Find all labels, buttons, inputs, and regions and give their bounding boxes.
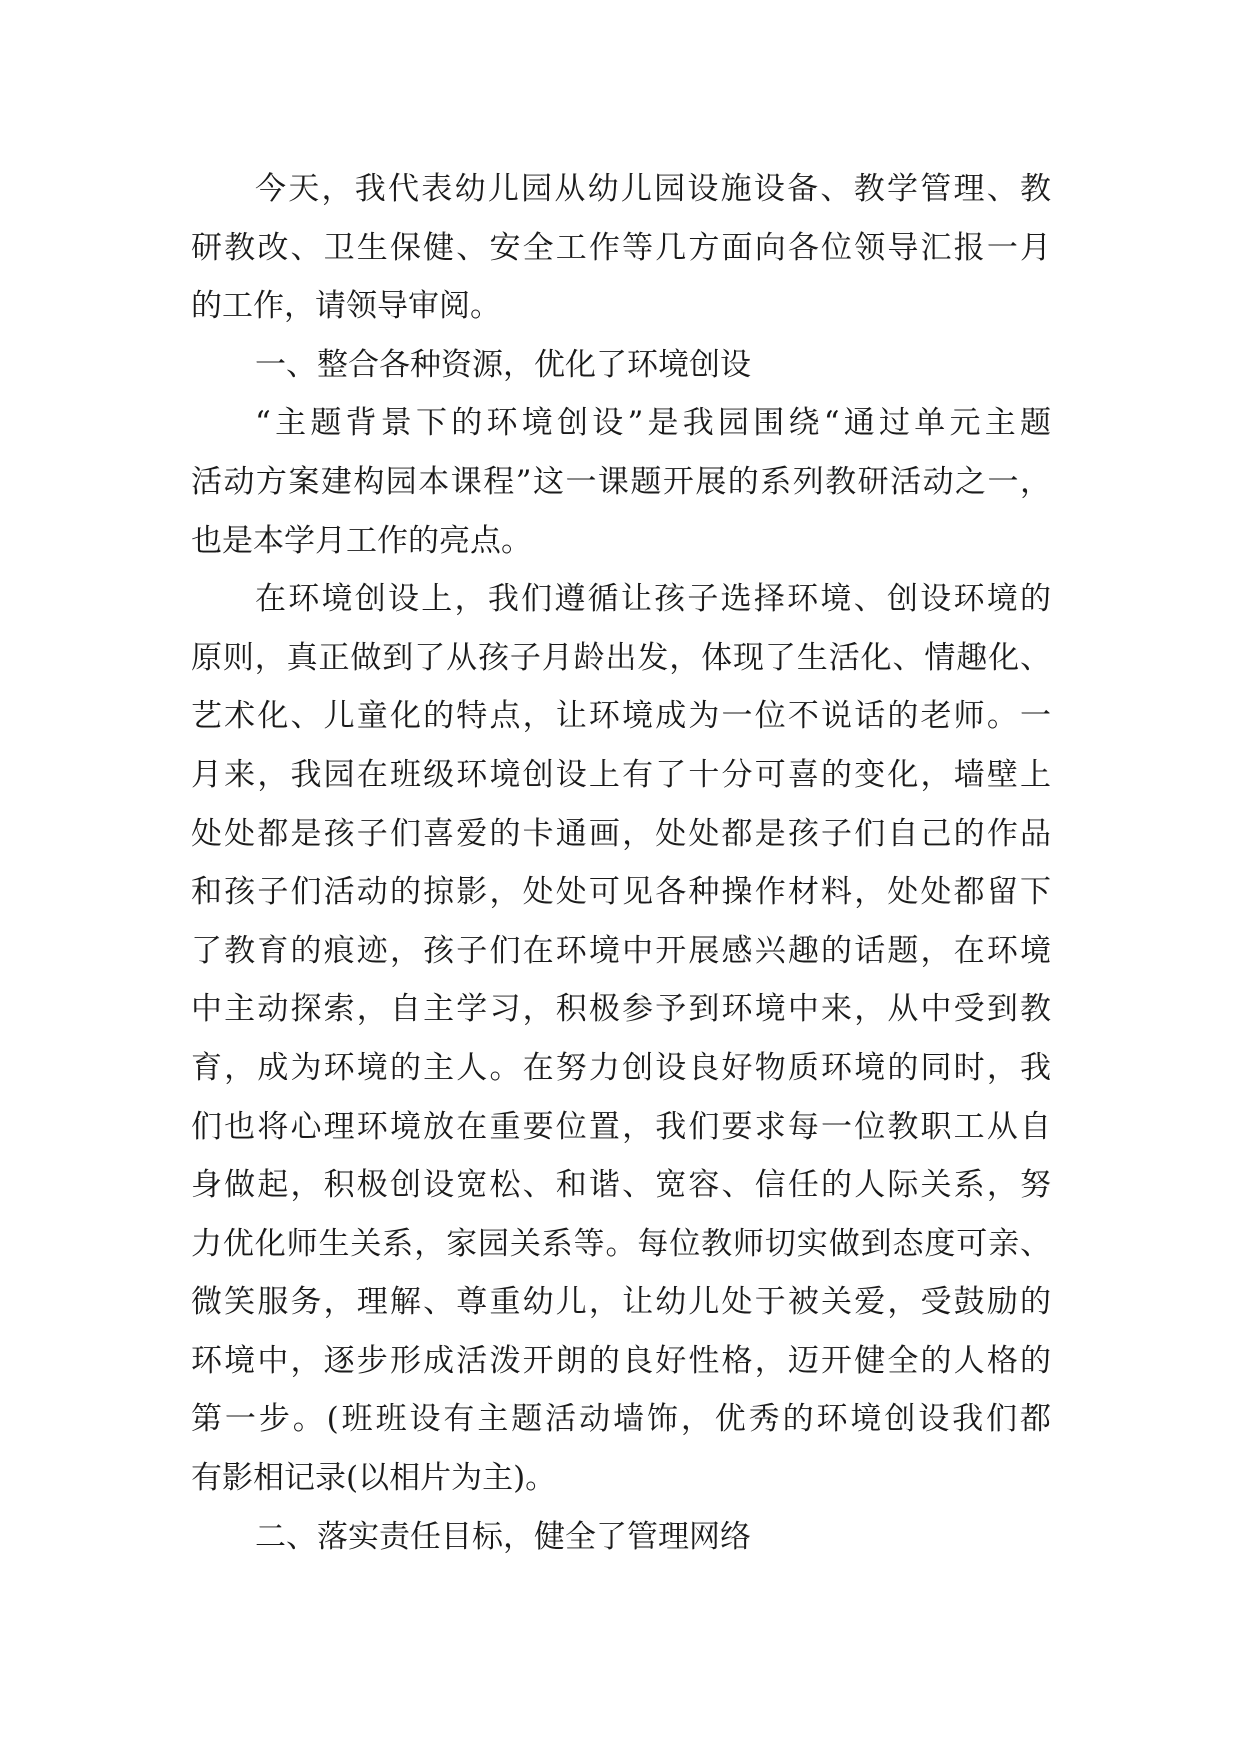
paragraph-environment-line-4: 月来，我园在班级环境创设上有了十分可喜的变化，墙壁上 bbox=[191, 756, 1051, 793]
paragraph-intro-line-2: 研教改、卫生保健、安全工作等几方面向各位领导汇报一月 bbox=[191, 229, 1051, 266]
paragraph-environment-line-5: 处处都是孩子们喜爱的卡通画，处处都是孩子们自己的作品 bbox=[191, 815, 1051, 852]
paragraph-environment-line-15: 第一步。(班班设有主题活动墙饰，优秀的环境创设我们都 bbox=[191, 1401, 1051, 1438]
paragraph-environment-line-6: 和孩子们活动的掠影，处处可见各种操作材料，处处都留下 bbox=[191, 874, 1051, 911]
paragraph-environment-line-3: 艺术化、儿童化的特点，让环境成为一位不说话的老师。一 bbox=[191, 698, 1051, 735]
paragraph-intro-line-3: 的工作，请领导审阅。 bbox=[191, 288, 501, 325]
paragraph-environment-line-11: 身做起，积极创设宽松、和谐、宽容、信任的人际关系，努 bbox=[191, 1167, 1051, 1204]
paragraph-theme-line-1: “主题背景下的环境创设”是我园围绕“通过单元主题 bbox=[255, 405, 1051, 442]
paragraph-environment-line-8: 中主动探索，自主学习，积极参予到环境中来，从中受到教 bbox=[191, 991, 1051, 1028]
paragraph-environment-line-10: 们也将心理环境放在重要位置，我们要求每一位教职工从自 bbox=[191, 1108, 1051, 1145]
paragraph-environment-line-12: 力优化师生关系，家园关系等。每位教师切实做到态度可亲、 bbox=[191, 1225, 1051, 1262]
section-heading-2: 二、落实责任目标，健全了管理网络 bbox=[255, 1518, 751, 1555]
paragraph-environment-line-13: 微笑服务，理解、尊重幼儿，让幼儿处于被关爱，受鼓励的 bbox=[191, 1284, 1051, 1321]
document-body bbox=[191, 160, 1051, 1566]
paragraph-environment-line-16: 有影相记录(以相片为主)。 bbox=[191, 1460, 557, 1497]
paragraph-intro-line-1: 今天，我代表幼儿园从幼儿园设施设备、教学管理、教 bbox=[255, 171, 1051, 207]
paragraph-theme-line-2: 活动方案建构园本课程”这一课题开展的系列教研活动之一， bbox=[191, 463, 1051, 500]
paragraph-theme-line-3: 也是本学月工作的亮点。 bbox=[191, 522, 532, 559]
paragraph-environment-line-2: 原则，真正做到了从孩子月龄出发，体现了生活化、情趣化、 bbox=[191, 639, 1051, 676]
section-heading-1: 一、整合各种资源，优化了环境创设 bbox=[255, 346, 751, 383]
paragraph-environment-line-7: 了教育的痕迹，孩子们在环境中开展感兴趣的话题，在环境 bbox=[191, 932, 1051, 969]
paragraph-environment-line-1: 在环境创设上，我们遵循让孩子选择环境、创设环境的 bbox=[255, 581, 1051, 618]
paragraph-environment-line-9: 育，成为环境的主人。在努力创设良好物质环境的同时，我 bbox=[191, 1049, 1051, 1086]
paragraph-environment-line-14: 环境中，逐步形成活泼开朗的良好性格，迈开健全的人格的 bbox=[191, 1342, 1051, 1379]
